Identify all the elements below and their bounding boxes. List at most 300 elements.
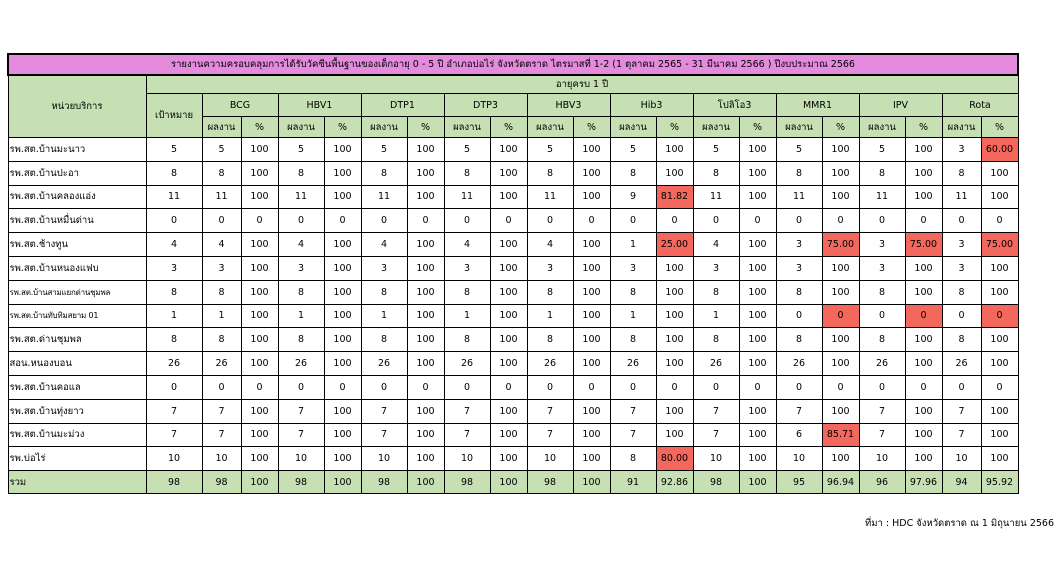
unit-name: รพ.สต.บ้านทุ่งยาว bbox=[8, 399, 146, 423]
percent-cell: 100 bbox=[573, 256, 610, 280]
percent-cell: 100 bbox=[241, 185, 278, 209]
unit-name: รพ.สต.บ้านคอแล bbox=[8, 375, 146, 399]
unit-name: รพ.สต.บ้านคลองแอ่ง bbox=[8, 185, 146, 209]
percent-cell: 100 bbox=[490, 233, 527, 257]
vaccine-header: MMR1 bbox=[776, 94, 859, 117]
target-cell: 11 bbox=[146, 185, 202, 209]
result-cell: 3 bbox=[776, 233, 822, 257]
result-cell: 3 bbox=[610, 256, 656, 280]
percent-subheader: % bbox=[822, 117, 859, 138]
percent-cell: 100 bbox=[324, 256, 361, 280]
result-cell: 10 bbox=[527, 447, 573, 471]
percent-cell: 100 bbox=[573, 185, 610, 209]
percent-cell: 100 bbox=[324, 352, 361, 376]
percent-cell: 100 bbox=[490, 256, 527, 280]
result-cell: 8 bbox=[610, 280, 656, 304]
percent-cell: 0 bbox=[656, 375, 693, 399]
result-cell: 8 bbox=[776, 280, 822, 304]
percent-cell: 100 bbox=[490, 185, 527, 209]
vaccine-header: DTP3 bbox=[444, 94, 527, 117]
percent-cell: 100 bbox=[905, 138, 942, 162]
result-cell: 8 bbox=[942, 161, 981, 185]
total-percent-cell: 95.92 bbox=[981, 471, 1018, 494]
result-cell: 11 bbox=[693, 185, 739, 209]
percent-cell: 100 bbox=[407, 161, 444, 185]
result-subheader: ผลงาน bbox=[444, 117, 490, 138]
percent-cell: 100 bbox=[656, 328, 693, 352]
header-row-age bbox=[8, 75, 1018, 94]
result-cell: 5 bbox=[527, 138, 573, 162]
coverage-table bbox=[7, 53, 1019, 494]
total-result-cell: 96 bbox=[859, 471, 905, 494]
percent-cell: 100 bbox=[739, 256, 776, 280]
result-cell: 26 bbox=[693, 352, 739, 376]
result-cell: 26 bbox=[527, 352, 573, 376]
unit-name: รพ.สต.บ้านหนองแฟบ bbox=[8, 256, 146, 280]
result-cell: 10 bbox=[859, 447, 905, 471]
result-subheader: ผลงาน bbox=[202, 117, 241, 138]
percent-cell: 100 bbox=[573, 423, 610, 447]
total-percent-cell: 96.94 bbox=[822, 471, 859, 494]
total-result-cell: 94 bbox=[942, 471, 981, 494]
result-cell: 8 bbox=[444, 328, 490, 352]
result-cell: 7 bbox=[444, 423, 490, 447]
result-cell: 4 bbox=[278, 233, 324, 257]
percent-cell: 100 bbox=[490, 304, 527, 328]
result-cell: 0 bbox=[942, 209, 981, 233]
percent-cell: 100 bbox=[407, 256, 444, 280]
percent-cell: 0 bbox=[241, 209, 278, 233]
result-cell: 8 bbox=[278, 161, 324, 185]
percent-cell: 100 bbox=[407, 185, 444, 209]
target-cell: 0 bbox=[146, 375, 202, 399]
result-cell: 1 bbox=[610, 233, 656, 257]
percent-cell: 100 bbox=[739, 185, 776, 209]
total-result-cell: 98 bbox=[278, 471, 324, 494]
table-row bbox=[8, 328, 1018, 352]
target-cell: 8 bbox=[146, 280, 202, 304]
total-target-cell: 98 bbox=[146, 471, 202, 494]
result-cell: 8 bbox=[693, 280, 739, 304]
target-cell: 3 bbox=[146, 256, 202, 280]
percent-cell: 100 bbox=[905, 161, 942, 185]
percent-subheader: % bbox=[407, 117, 444, 138]
result-cell: 5 bbox=[693, 138, 739, 162]
result-cell: 8 bbox=[859, 328, 905, 352]
result-cell: 8 bbox=[776, 328, 822, 352]
target-cell: 0 bbox=[146, 209, 202, 233]
percent-cell: 0 bbox=[324, 375, 361, 399]
percent-cell: 100 bbox=[905, 399, 942, 423]
percent-cell: 0 bbox=[407, 209, 444, 233]
result-cell: 7 bbox=[610, 423, 656, 447]
unit-header: หน่วยบริการ bbox=[8, 75, 146, 138]
result-subheader: ผลงาน bbox=[776, 117, 822, 138]
percent-cell: 81.82 bbox=[656, 185, 693, 209]
result-cell: 11 bbox=[942, 185, 981, 209]
target-cell: 5 bbox=[146, 138, 202, 162]
percent-subheader: % bbox=[981, 117, 1018, 138]
result-cell: 8 bbox=[444, 161, 490, 185]
percent-cell: 100 bbox=[905, 447, 942, 471]
percent-cell: 100 bbox=[905, 256, 942, 280]
result-subheader: ผลงาน bbox=[693, 117, 739, 138]
total-result-cell: 95 bbox=[776, 471, 822, 494]
percent-cell: 100 bbox=[981, 256, 1018, 280]
percent-cell: 100 bbox=[324, 423, 361, 447]
result-cell: 0 bbox=[527, 375, 573, 399]
result-cell: 5 bbox=[361, 138, 407, 162]
percent-cell: 100 bbox=[656, 138, 693, 162]
unit-name: สอน.หนองบอน bbox=[8, 352, 146, 376]
total-label: รวม bbox=[8, 471, 146, 494]
percent-cell: 100 bbox=[656, 352, 693, 376]
unit-name: รพ.สต.บ้านมะนาว bbox=[8, 138, 146, 162]
result-cell: 10 bbox=[693, 447, 739, 471]
result-cell: 1 bbox=[361, 304, 407, 328]
unit-name: รพ.สต.ด่านชุมพล bbox=[8, 328, 146, 352]
total-percent-cell: 97.96 bbox=[905, 471, 942, 494]
table-row bbox=[8, 185, 1018, 209]
percent-cell: 100 bbox=[241, 233, 278, 257]
percent-cell: 100 bbox=[324, 304, 361, 328]
percent-cell: 100 bbox=[573, 352, 610, 376]
result-cell: 0 bbox=[859, 304, 905, 328]
percent-cell: 100 bbox=[324, 328, 361, 352]
percent-cell: 100 bbox=[324, 399, 361, 423]
result-cell: 26 bbox=[610, 352, 656, 376]
percent-cell: 100 bbox=[905, 352, 942, 376]
result-cell: 26 bbox=[361, 352, 407, 376]
result-cell: 0 bbox=[859, 375, 905, 399]
unit-name: รพ.สต.บ้านมะม่วง bbox=[8, 423, 146, 447]
percent-cell: 100 bbox=[905, 185, 942, 209]
result-cell: 0 bbox=[693, 209, 739, 233]
percent-cell: 0 bbox=[822, 209, 859, 233]
percent-cell: 100 bbox=[822, 280, 859, 304]
result-cell: 8 bbox=[527, 328, 573, 352]
result-cell: 7 bbox=[444, 399, 490, 423]
result-cell: 26 bbox=[776, 352, 822, 376]
percent-subheader: % bbox=[656, 117, 693, 138]
result-cell: 8 bbox=[361, 280, 407, 304]
unit-name: รพ.บ่อไร่ bbox=[8, 447, 146, 471]
result-cell: 26 bbox=[859, 352, 905, 376]
percent-cell: 0 bbox=[656, 209, 693, 233]
result-cell: 4 bbox=[361, 233, 407, 257]
target-cell: 26 bbox=[146, 352, 202, 376]
result-cell: 1 bbox=[444, 304, 490, 328]
percent-cell: 80.00 bbox=[656, 447, 693, 471]
result-cell: 1 bbox=[693, 304, 739, 328]
table-row bbox=[8, 447, 1018, 471]
percent-cell: 0 bbox=[981, 209, 1018, 233]
target-cell: 4 bbox=[146, 233, 202, 257]
result-cell: 7 bbox=[278, 423, 324, 447]
result-cell: 8 bbox=[693, 328, 739, 352]
result-cell: 1 bbox=[610, 304, 656, 328]
unit-name: รพ.สต.บ้านสามแยกด่านชุมพล bbox=[8, 280, 146, 304]
percent-subheader: % bbox=[739, 117, 776, 138]
target-cell: 1 bbox=[146, 304, 202, 328]
result-cell: 5 bbox=[776, 138, 822, 162]
result-cell: 8 bbox=[610, 328, 656, 352]
result-cell: 3 bbox=[527, 256, 573, 280]
percent-cell: 100 bbox=[324, 138, 361, 162]
percent-subheader: % bbox=[324, 117, 361, 138]
total-result-cell: 98 bbox=[444, 471, 490, 494]
percent-cell: 100 bbox=[822, 161, 859, 185]
percent-cell: 100 bbox=[573, 161, 610, 185]
percent-cell: 100 bbox=[407, 304, 444, 328]
result-cell: 3 bbox=[693, 256, 739, 280]
result-cell: 3 bbox=[859, 233, 905, 257]
percent-cell: 100 bbox=[905, 423, 942, 447]
table-row bbox=[8, 304, 1018, 328]
result-cell: 4 bbox=[527, 233, 573, 257]
unit-name: รพ.สต.บ้านปะอา bbox=[8, 161, 146, 185]
result-subheader: ผลงาน bbox=[361, 117, 407, 138]
percent-cell: 100 bbox=[822, 399, 859, 423]
result-cell: 7 bbox=[361, 399, 407, 423]
result-cell: 10 bbox=[776, 447, 822, 471]
percent-cell: 0 bbox=[981, 304, 1018, 328]
percent-cell: 100 bbox=[407, 399, 444, 423]
result-cell: 7 bbox=[527, 399, 573, 423]
result-subheader: ผลงาน bbox=[610, 117, 656, 138]
percent-cell: 85.71 bbox=[822, 423, 859, 447]
result-cell: 4 bbox=[444, 233, 490, 257]
result-cell: 8 bbox=[278, 280, 324, 304]
table-row bbox=[8, 352, 1018, 376]
result-cell: 7 bbox=[693, 423, 739, 447]
percent-cell: 100 bbox=[573, 328, 610, 352]
result-cell: 0 bbox=[444, 375, 490, 399]
percent-cell: 100 bbox=[981, 447, 1018, 471]
result-cell: 10 bbox=[444, 447, 490, 471]
result-cell: 7 bbox=[942, 423, 981, 447]
result-cell: 3 bbox=[942, 233, 981, 257]
result-cell: 5 bbox=[202, 138, 241, 162]
total-percent-cell: 100 bbox=[241, 471, 278, 494]
result-cell: 3 bbox=[202, 256, 241, 280]
percent-cell: 60.00 bbox=[981, 138, 1018, 162]
percent-cell: 100 bbox=[822, 447, 859, 471]
percent-cell: 100 bbox=[490, 352, 527, 376]
percent-cell: 100 bbox=[822, 185, 859, 209]
result-cell: 0 bbox=[202, 375, 241, 399]
result-cell: 0 bbox=[776, 209, 822, 233]
vaccine-header: HBV3 bbox=[527, 94, 610, 117]
result-cell: 7 bbox=[942, 399, 981, 423]
result-cell: 1 bbox=[527, 304, 573, 328]
result-cell: 11 bbox=[859, 185, 905, 209]
result-cell: 1 bbox=[202, 304, 241, 328]
report-title: รายงานความครอบคลุมการได้รับวัคซีนพื้นฐานของเด็กอายุ 0 - 5 ปี อำเภอบ่อไร่ จังหวัดตราด ไตรมาสที่ 1-2 (1 ตุลาคม 2565 - 31 มีนาคม 2566 ) ปีงบประมาณ 2566 bbox=[8, 54, 1018, 75]
table-row bbox=[8, 423, 1018, 447]
result-cell: 3 bbox=[278, 256, 324, 280]
total-percent-cell: 100 bbox=[739, 471, 776, 494]
percent-cell: 100 bbox=[739, 138, 776, 162]
result-cell: 7 bbox=[776, 399, 822, 423]
percent-cell: 100 bbox=[490, 138, 527, 162]
percent-cell: 75.00 bbox=[981, 233, 1018, 257]
percent-cell: 100 bbox=[981, 185, 1018, 209]
percent-cell: 100 bbox=[739, 399, 776, 423]
percent-cell: 100 bbox=[656, 161, 693, 185]
percent-cell: 100 bbox=[241, 161, 278, 185]
percent-cell: 100 bbox=[656, 280, 693, 304]
result-cell: 8 bbox=[202, 328, 241, 352]
result-cell: 3 bbox=[942, 256, 981, 280]
vaccine-header: Hib3 bbox=[610, 94, 693, 117]
table-row bbox=[8, 233, 1018, 257]
percent-cell: 100 bbox=[656, 399, 693, 423]
result-cell: 3 bbox=[942, 138, 981, 162]
vaccine-header: Rota bbox=[942, 94, 1018, 117]
result-cell: 3 bbox=[776, 256, 822, 280]
result-cell: 5 bbox=[444, 138, 490, 162]
result-cell: 0 bbox=[693, 375, 739, 399]
percent-cell: 0 bbox=[981, 375, 1018, 399]
result-cell: 0 bbox=[859, 209, 905, 233]
total-percent-cell: 100 bbox=[573, 471, 610, 494]
result-cell: 8 bbox=[202, 280, 241, 304]
total-result-cell: 98 bbox=[693, 471, 739, 494]
percent-cell: 100 bbox=[407, 447, 444, 471]
result-cell: 7 bbox=[202, 399, 241, 423]
percent-cell: 0 bbox=[739, 375, 776, 399]
table-row bbox=[8, 256, 1018, 280]
result-cell: 0 bbox=[942, 375, 981, 399]
total-row bbox=[8, 471, 1018, 494]
header-row-vaccines bbox=[8, 94, 1018, 117]
percent-cell: 25.00 bbox=[656, 233, 693, 257]
table-row bbox=[8, 375, 1018, 399]
result-cell: 11 bbox=[278, 185, 324, 209]
result-subheader: ผลงาน bbox=[527, 117, 573, 138]
percent-cell: 100 bbox=[822, 256, 859, 280]
result-cell: 7 bbox=[859, 423, 905, 447]
result-cell: 8 bbox=[361, 328, 407, 352]
result-cell: 7 bbox=[859, 399, 905, 423]
percent-cell: 0 bbox=[905, 375, 942, 399]
percent-cell: 100 bbox=[324, 447, 361, 471]
result-cell: 0 bbox=[361, 209, 407, 233]
percent-cell: 0 bbox=[739, 209, 776, 233]
percent-cell: 100 bbox=[407, 328, 444, 352]
percent-cell: 100 bbox=[656, 423, 693, 447]
percent-cell: 100 bbox=[324, 233, 361, 257]
result-cell: 8 bbox=[444, 280, 490, 304]
result-cell: 7 bbox=[278, 399, 324, 423]
result-cell: 8 bbox=[361, 161, 407, 185]
percent-cell: 0 bbox=[573, 209, 610, 233]
percent-cell: 100 bbox=[490, 399, 527, 423]
result-cell: 6 bbox=[776, 423, 822, 447]
result-cell: 26 bbox=[444, 352, 490, 376]
table-row bbox=[8, 138, 1018, 162]
result-cell: 8 bbox=[610, 161, 656, 185]
table-row bbox=[8, 161, 1018, 185]
percent-cell: 100 bbox=[822, 328, 859, 352]
percent-cell: 100 bbox=[739, 352, 776, 376]
percent-subheader: % bbox=[573, 117, 610, 138]
percent-cell: 0 bbox=[490, 209, 527, 233]
result-cell: 8 bbox=[202, 161, 241, 185]
result-cell: 8 bbox=[776, 161, 822, 185]
result-subheader: ผลงาน bbox=[859, 117, 905, 138]
result-cell: 7 bbox=[361, 423, 407, 447]
result-cell: 11 bbox=[361, 185, 407, 209]
result-cell: 7 bbox=[527, 423, 573, 447]
result-cell: 8 bbox=[693, 161, 739, 185]
percent-cell: 100 bbox=[407, 280, 444, 304]
percent-cell: 100 bbox=[656, 304, 693, 328]
percent-cell: 100 bbox=[739, 304, 776, 328]
result-cell: 8 bbox=[859, 280, 905, 304]
percent-cell: 0 bbox=[490, 375, 527, 399]
unit-name: รพ.สต.ช้างทูน bbox=[8, 233, 146, 257]
percent-cell: 100 bbox=[905, 328, 942, 352]
percent-cell: 100 bbox=[981, 423, 1018, 447]
percent-cell: 75.00 bbox=[905, 233, 942, 257]
percent-cell: 100 bbox=[241, 447, 278, 471]
percent-cell: 0 bbox=[822, 304, 859, 328]
target-cell: 8 bbox=[146, 328, 202, 352]
percent-cell: 100 bbox=[573, 304, 610, 328]
percent-cell: 100 bbox=[573, 233, 610, 257]
result-cell: 0 bbox=[202, 209, 241, 233]
percent-cell: 100 bbox=[324, 185, 361, 209]
target-cell: 10 bbox=[146, 447, 202, 471]
total-result-cell: 98 bbox=[361, 471, 407, 494]
total-percent-cell: 100 bbox=[490, 471, 527, 494]
result-cell: 26 bbox=[278, 352, 324, 376]
percent-cell: 100 bbox=[656, 256, 693, 280]
result-cell: 0 bbox=[527, 209, 573, 233]
result-cell: 0 bbox=[361, 375, 407, 399]
unit-name: รพ.สต.บ้านทับทิมสยาม 01 bbox=[8, 304, 146, 328]
percent-cell: 100 bbox=[822, 138, 859, 162]
result-cell: 7 bbox=[610, 399, 656, 423]
percent-cell: 0 bbox=[324, 209, 361, 233]
result-cell: 10 bbox=[942, 447, 981, 471]
result-cell: 5 bbox=[610, 138, 656, 162]
age-group-header: อายุครบ 1 ปี bbox=[146, 75, 1018, 94]
vaccine-header: BCG bbox=[202, 94, 278, 117]
result-cell: 7 bbox=[693, 399, 739, 423]
percent-cell: 100 bbox=[573, 399, 610, 423]
percent-subheader: % bbox=[905, 117, 942, 138]
percent-cell: 100 bbox=[407, 423, 444, 447]
target-cell: 7 bbox=[146, 399, 202, 423]
percent-cell: 100 bbox=[573, 280, 610, 304]
percent-cell: 0 bbox=[905, 209, 942, 233]
percent-cell: 100 bbox=[573, 138, 610, 162]
percent-cell: 100 bbox=[981, 399, 1018, 423]
percent-cell: 100 bbox=[739, 161, 776, 185]
percent-cell: 100 bbox=[739, 280, 776, 304]
result-cell: 0 bbox=[776, 304, 822, 328]
result-cell: 11 bbox=[776, 185, 822, 209]
vaccine-header: DTP1 bbox=[361, 94, 444, 117]
total-result-cell: 91 bbox=[610, 471, 656, 494]
percent-cell: 100 bbox=[739, 423, 776, 447]
percent-cell: 100 bbox=[905, 280, 942, 304]
target-header: เป้าหมาย bbox=[146, 94, 202, 138]
percent-cell: 100 bbox=[407, 138, 444, 162]
